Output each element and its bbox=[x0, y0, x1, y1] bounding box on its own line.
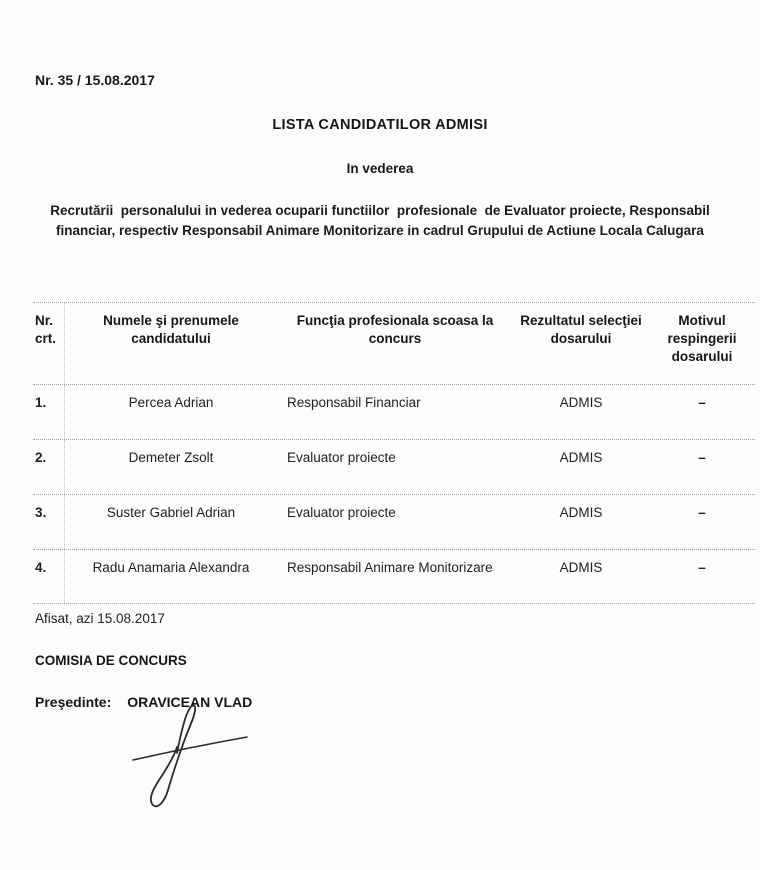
cell-candidate-name: Radu Anamaria Alexandra bbox=[92, 559, 250, 575]
cell-result: ADMIS bbox=[559, 559, 603, 575]
table-header-row bbox=[33, 302, 755, 384]
candidates-table bbox=[33, 302, 755, 604]
cell-row-number: 4. bbox=[33, 550, 65, 603]
cell-position: Evaluator proiecte bbox=[287, 504, 396, 520]
cell-result: ADMIS bbox=[559, 449, 603, 465]
table-row bbox=[33, 549, 755, 604]
column-header-nr-crt: Nr. crt. bbox=[33, 303, 65, 384]
column-header-result: Rezultatul selecţiei dosarului bbox=[520, 312, 642, 346]
handwritten-signature bbox=[130, 698, 252, 818]
cell-rejection-reason: – bbox=[698, 394, 706, 410]
posted-date-line: Afisat, azi 15.08.2017 bbox=[35, 610, 165, 626]
cell-position: Evaluator proiecte bbox=[287, 449, 396, 465]
president-label: Preşedinte: bbox=[35, 693, 112, 710]
column-header-candidate-name: Numele şi prenumele candidatului bbox=[103, 312, 239, 346]
document-subtitle: In vederea bbox=[346, 161, 414, 176]
cell-row-number: 3. bbox=[33, 495, 65, 549]
column-header-position: Funcţia profesionala scoasa la concurs bbox=[296, 312, 494, 346]
table-row bbox=[33, 439, 755, 494]
cell-row-number: 2. bbox=[33, 440, 65, 494]
cell-rejection-reason: – bbox=[698, 559, 706, 575]
cell-rejection-reason: – bbox=[698, 504, 706, 520]
president-name: ORAVICEAN VLAD bbox=[127, 693, 253, 710]
table-row bbox=[33, 384, 755, 439]
cell-candidate-name: Demeter Zsolt bbox=[128, 449, 214, 465]
cell-row-number: 1. bbox=[33, 385, 65, 439]
document-title: LISTA CANDIDATILOR ADMISI bbox=[272, 117, 488, 133]
table-row bbox=[33, 494, 755, 549]
cell-position: Responsabil Animare Monitorizare bbox=[287, 559, 493, 575]
cell-result: ADMIS bbox=[559, 504, 603, 520]
cell-candidate-name: Percea Adrian bbox=[128, 394, 214, 410]
cell-position: Responsabil Financiar bbox=[287, 394, 421, 410]
cell-result: ADMIS bbox=[559, 394, 603, 410]
commission-title: COMISIA DE CONCURS bbox=[35, 652, 187, 668]
cell-rejection-reason: – bbox=[698, 449, 706, 465]
document-number: Nr. 35 / 15.08.2017 bbox=[35, 72, 155, 88]
document-intro-paragraph: Recrutării personalului in vederea ocuparii functiilor profesionale de Evaluator proiecte, Responsabil financiar, respectiv Responsabil Animare Monitorizare in cadrul Grupului de Actiune Locala Calugara bbox=[50, 203, 714, 239]
cell-candidate-name: Suster Gabriel Adrian bbox=[106, 504, 236, 520]
column-header-rejection-reason: Motivul respingerii dosarului bbox=[667, 312, 737, 364]
